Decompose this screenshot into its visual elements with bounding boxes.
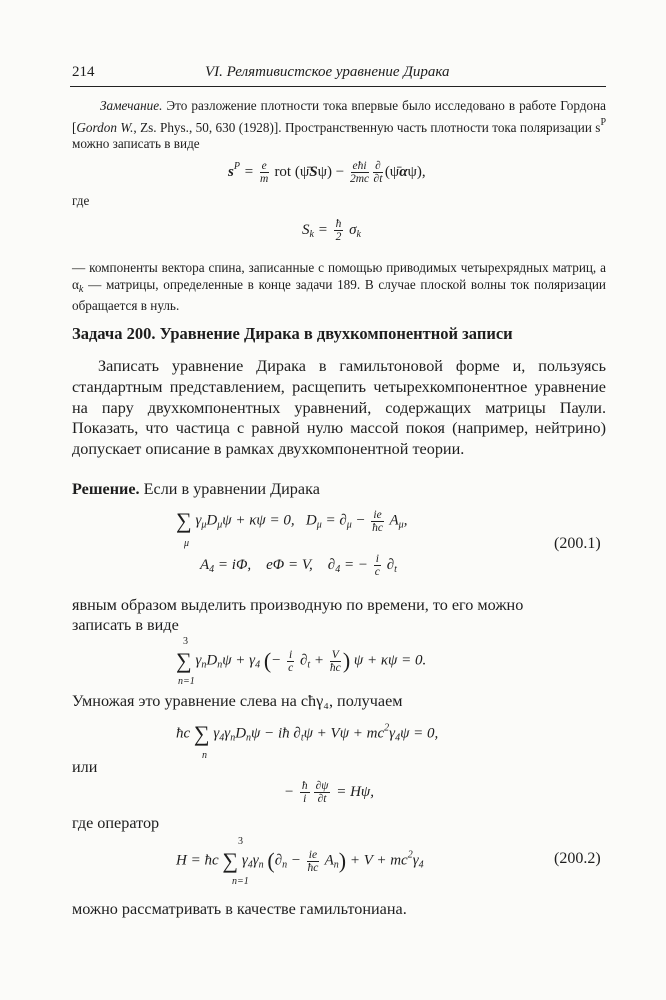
equation-number-200-1: (200.1) bbox=[554, 535, 601, 552]
formula-potentials: $A_4 = i\Phi$, eΦ = V, $\partial_4$ = − $\frac{i}{c}$ $\partial_t$ bbox=[200, 553, 397, 578]
remark-where: где bbox=[72, 193, 90, 208]
sum-upper-3-a: 3 bbox=[183, 636, 188, 647]
text-after-200-1-line1: явным образом выделить производную по времени, то его можно bbox=[72, 596, 524, 614]
formula-hamiltonian: H = ħc ∑ $\gamma_4\gamma_n$ ($\partial_n$ − $\frac{ie}{ħc}$ $A_n) + V + mc^2\gamma_4$ bbox=[176, 848, 424, 874]
text-conclusion: можно рассматривать в качестве гамильтониана. bbox=[72, 900, 407, 918]
formula-polarization-current: $s^P$ = $\frac{e}{m}$ rot (ψ̄Sψ) − $\frac{\text{eħi}}{2mc}$ $\frac{\partial}{\partial t}$ (ψ̄αψ), bbox=[228, 160, 426, 185]
solution-intro bbox=[72, 480, 320, 499]
problem-heading: Задача 200. Уравнение Дирака в двухкомпонентной записи bbox=[72, 324, 513, 343]
remark-superscript-p: P bbox=[600, 116, 606, 128]
running-title: VI. Релятивистское уравнение Дирака bbox=[205, 64, 450, 80]
remark-text-2: , Zs. Phys., 50, 630 (1928)]. Пространственную часть плотности тока поляризации s bbox=[133, 119, 601, 135]
header-rule bbox=[70, 86, 606, 87]
formula-dirac-equation: ∑ $\gamma_\mu D_\mu\psi + \kappa\psi = 0$, $D_\mu = \partial_\mu$ − $\frac{ie}{ħc}$ $A_\mu$, bbox=[176, 508, 408, 534]
formula-multiplied: ħc ∑ $\gamma_4\gamma_nD_n\psi$ − iħ $\partial_t\psi + V\psi + mc^2\gamma_4\psi = 0$, bbox=[176, 721, 439, 746]
page-number: 214 bbox=[72, 64, 95, 80]
text-multiply: Умножая это уравнение слева на cħγ₄, получаем bbox=[72, 692, 403, 710]
formula-spin-operator: $S_k$ = $\frac{ħ}{2}$ $\sigma_k$ bbox=[302, 218, 361, 243]
remark-after-formula: — компоненты вектора спина, записанные с помощью приводимых четырехрядных матриц, а α bbox=[72, 260, 606, 292]
remark-paragraph bbox=[72, 98, 606, 153]
text-or: или bbox=[72, 758, 98, 776]
remark-text-3: можно записать в виде bbox=[72, 136, 200, 151]
formula-hamilton-form: − $\frac{ħ}{i}$ $\frac{\partial\psi}{\partial t}$ = Hψ, bbox=[284, 780, 374, 805]
solution-label: Решение. bbox=[72, 480, 140, 498]
sum-lower-n1-a: n=1 bbox=[178, 676, 195, 687]
remark-label: Замечание. bbox=[100, 98, 163, 113]
remark-after-formula-2: — матрицы, определенные в конце задачи 189. В случае плоской волны ток поляризации обращается в нуль. bbox=[72, 276, 606, 313]
formula-time-separated: ∑ $\gamma_nD_n\psi + \gamma_4$ (− $\frac{i}{c}$ $\partial_t$ + $\frac{V}{ħc}$ ) ψ + κψ = 0. bbox=[176, 648, 427, 674]
sum-lower-n1-b: n=1 bbox=[232, 876, 249, 887]
citation-author: Gordon W. bbox=[76, 119, 134, 135]
equation-number-200-2: (200.2) bbox=[554, 850, 601, 867]
sum-upper-3-b: 3 bbox=[238, 836, 243, 847]
remark-subscript-k: k bbox=[78, 283, 84, 295]
text-after-200-1-line2: записать в виде bbox=[72, 616, 179, 634]
solution-intro-text: Если в уравнении Дирака bbox=[139, 480, 320, 498]
remark-continuation bbox=[72, 260, 606, 315]
text-where-operator: где оператор bbox=[72, 814, 160, 832]
problem-statement bbox=[72, 356, 606, 460]
sum-lower-n: n bbox=[202, 750, 207, 761]
problem-statement-text: Записать уравнение Дирака в гамильтоновой форме и, пользуясь стандартным представлением, расщепить четырехкомпонентное уравнение на пару двухкомпонентных уравнений, содержащих матрицы Паули. Показать, что частица с равной нулю массой покоя (например, нейтрино) допускает описание в рамках двухкомпонентной теории. bbox=[72, 357, 606, 459]
sum-index-mu: μ bbox=[184, 538, 190, 549]
remark-text-1: Это разложение плотности тока впервые было исследовано в работе Гордона [ bbox=[72, 98, 606, 135]
